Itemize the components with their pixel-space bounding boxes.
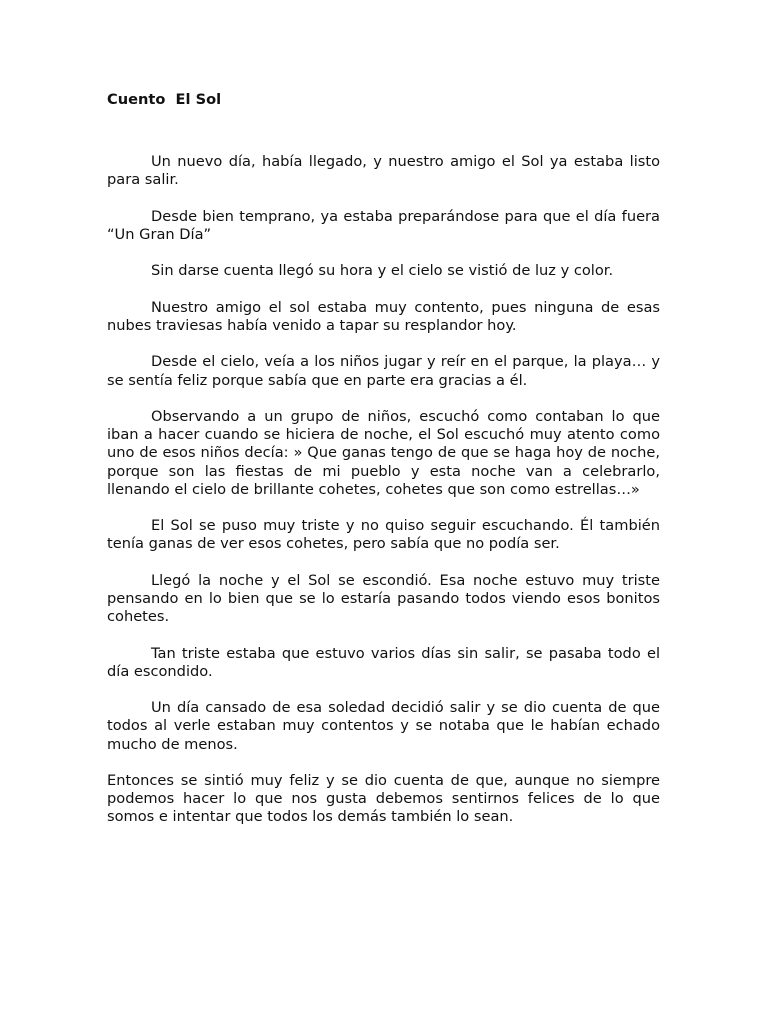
paragraph: Nuestro amigo el sol estaba muy contento, pues ninguna de esas nubes traviesas había venido a tapar su resplandor hoy. [107, 298, 660, 334]
paragraph: Desde bien temprano, ya estaba preparándose para que el día fuera “Un Gran Día” [107, 207, 660, 243]
document-body [107, 91, 660, 845]
paragraph: Entonces se sintió muy feliz y se dio cuenta de que, aunque no siempre podemos hacer lo que nos gusta debemos sentirnos felices de lo que somos e intentar que todos los demás también lo sean. [107, 771, 660, 826]
document-title: Cuento El Sol [107, 91, 222, 108]
paragraph: Sin darse cuenta llegó su hora y el cielo se vistió de luz y color. [151, 262, 614, 280]
paragraph: Observando a un grupo de niños, escuchó como contaban lo que iban a hacer cuando se hiciera de noche, el Sol escuchó muy atento como uno de esos niños decía: » Que ganas tengo de que se haga hoy de noche, porque son las fiestas de mi pueblo y esta noche van a celebrarlo, llenando el cielo de brillante cohetes, cohetes que son como estrellas…» [107, 407, 660, 498]
paragraph: El Sol se puso muy triste y no quiso seguir escuchando. Él también tenía ganas de ver esos cohetes, pero sabía que no podía ser. [107, 517, 660, 553]
paragraph: Un nuevo día, había llegado, y nuestro amigo el Sol ya estaba listo para salir. [107, 153, 660, 189]
paragraph: Tan triste estaba que estuvo varios días sin salir, se pasaba todo el día escondido. [107, 644, 660, 680]
paragraph: Llegó la noche y el Sol se escondió. Esa noche estuvo muy triste pensando en lo bien que se lo estaría pasando todos viendo esos bonitos cohetes. [107, 571, 660, 626]
paragraph: Un día cansado de esa soledad decidió salir y se dio cuenta de que todos al verle estaban muy contentos y se notaba que le habían echado mucho de menos. [107, 699, 660, 753]
paragraph: Desde el cielo, veía a los niños jugar y reír en el parque, la playa… y se sentía feliz porque sabía que en parte era gracias a él. [107, 353, 660, 389]
